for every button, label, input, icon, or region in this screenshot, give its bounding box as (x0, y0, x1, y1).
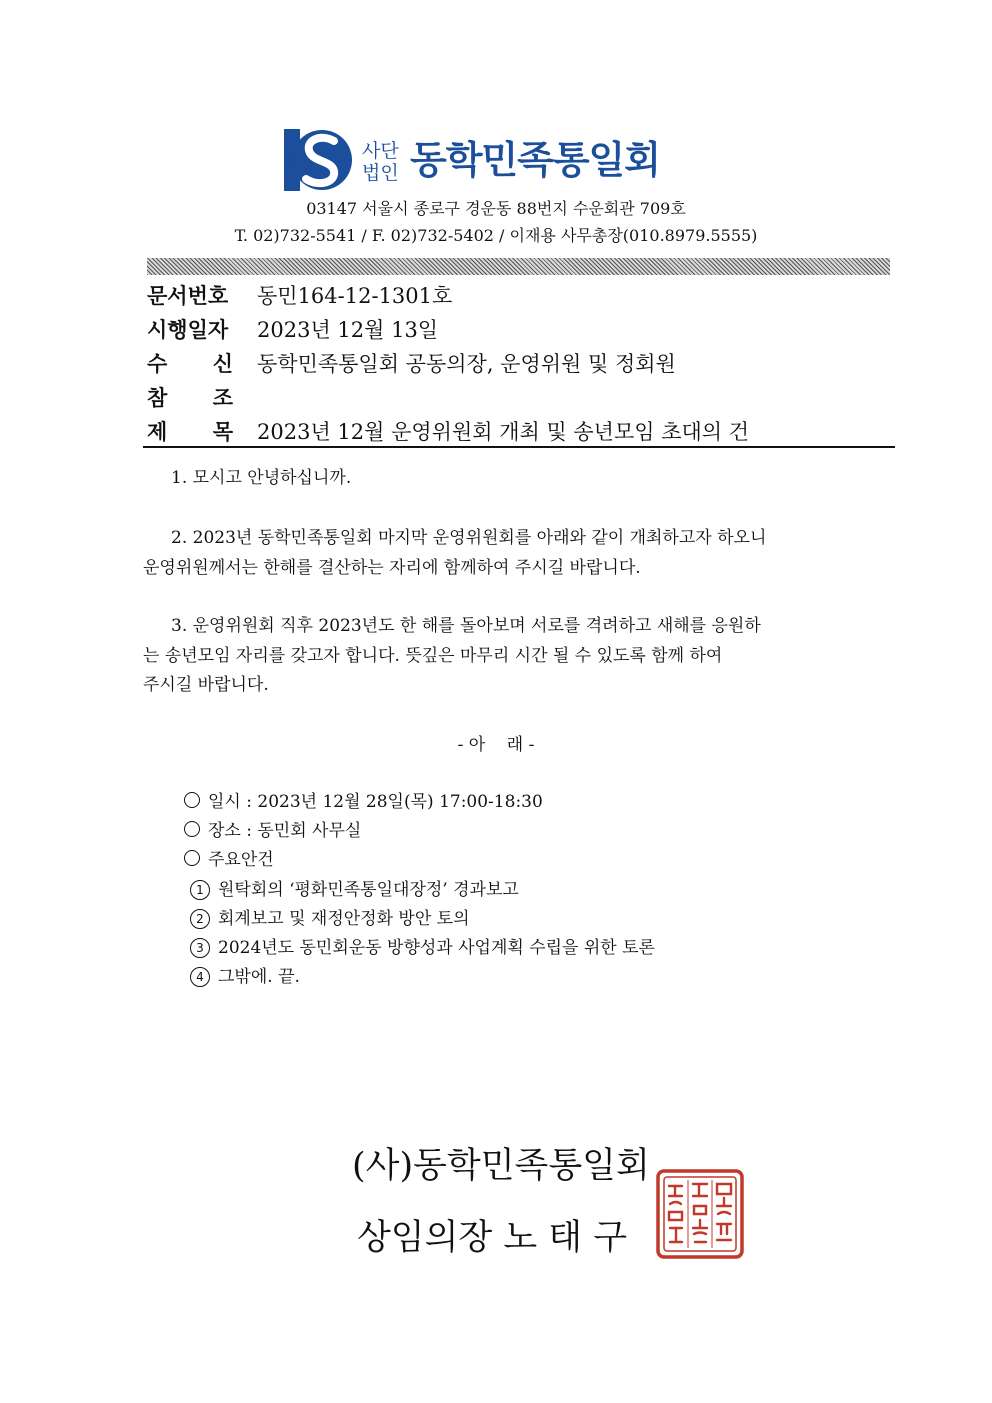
meta-divider (143, 446, 895, 448)
official-seal-icon (655, 1168, 745, 1260)
signature-signer: 상임의장 노 태 구 (357, 1218, 628, 1258)
meta-label-char: 목 (212, 419, 233, 444)
signature-org: (사)동학민족통일회 (352, 1146, 650, 1186)
meta-row-date (147, 314, 895, 346)
meta-label (147, 280, 233, 310)
agenda-text: 회계보고 및 재정안정화 방안 토의 (218, 909, 470, 929)
meta-label-text: 문서번호 (147, 283, 229, 308)
meta-label-text: 시행일자 (147, 317, 229, 342)
detail-item (184, 846, 543, 875)
paragraph-2 (143, 524, 855, 583)
agenda-number: 1 (190, 880, 210, 900)
circle-bullet-icon (184, 821, 200, 837)
agenda-text: 그밖에. 끝. (218, 967, 300, 987)
notice-title: - 아 래 - (457, 735, 535, 755)
paragraph-3 (143, 612, 855, 701)
agenda-text: 2024년도 동민회운동 방향성과 사업계획 수립을 위한 토론 (218, 938, 655, 958)
meta-label-char: 신 (212, 351, 233, 376)
circle-bullet-icon (184, 850, 200, 866)
agenda-item (190, 934, 655, 963)
logo-prefix-line2: 법인 (362, 162, 399, 184)
org-logo-icon (284, 127, 352, 193)
circle-bullet-icon (184, 792, 200, 808)
meta-label (147, 314, 233, 344)
logo-prefix (362, 140, 412, 184)
agenda-number: 2 (190, 909, 210, 929)
meta-row-doc-number (147, 280, 895, 312)
paragraph-1: 1. 모시고 안녕하십니까. (171, 468, 352, 488)
agenda-number: 4 (190, 967, 210, 987)
agenda-item (190, 876, 655, 905)
agenda-list (190, 876, 655, 992)
meta-value: 2023년 12월 13일 (257, 318, 439, 342)
paragraph-2-line1: 2. 2023년 동학민족통일회 마지막 운영위원회를 아래와 같이 개최하고자 하오니 (171, 528, 767, 548)
meta-row-recipient (147, 348, 895, 380)
meta-label (147, 416, 233, 446)
meta-label (147, 348, 233, 378)
meta-label-char: 수 (147, 351, 168, 376)
meta-value: 동민164-12-1301호 (257, 284, 453, 308)
meta-label-char: 조 (212, 385, 233, 410)
meta-row-reference (147, 382, 895, 414)
logo-org-name: 동학민족통일회 (410, 138, 660, 182)
header-divider (147, 258, 890, 275)
meta-label-char: 제 (147, 419, 168, 444)
agenda-item (190, 905, 655, 934)
meta-label-char: 참 (147, 385, 168, 410)
meta-value: 2023년 12월 운영위원회 개최 및 송년모임 초대의 건 (257, 420, 750, 444)
paragraph-3-line2: 는 송년모임 자리를 갖고자 합니다. 뜻깊은 마무리 시간 될 수 있도록 함께 하여 (143, 645, 723, 666)
org-contact: T. 02)732-5541 / F. 02)732-5402 / 이재용 사무총장(010.8979.5555) (234, 226, 758, 245)
paragraph-3-line1: 3. 운영위원회 직후 2023년도 한 해를 돌아보며 서로를 격려하고 새해를 응원하 (171, 616, 761, 636)
meta-row-subject (147, 416, 895, 448)
paragraph-3-line3: 주시길 바랍니다. (143, 675, 269, 695)
detail-text: 일시 : 2023년 12월 28일(목) 17:00-18:30 (208, 792, 543, 812)
details-list (184, 788, 543, 875)
logo-prefix-line1: 사단 (362, 140, 399, 162)
detail-text: 주요안건 (208, 850, 274, 870)
detail-item (184, 788, 543, 817)
paragraph-2-line2: 운영위원께서는 한해를 결산하는 자리에 함께하여 주시길 바랍니다. (143, 557, 641, 578)
detail-text: 장소 : 동민회 사무실 (208, 821, 362, 841)
agenda-text: 원탁회의 ‘평화민족통일대장정’ 경과보고 (218, 880, 519, 900)
agenda-number: 3 (190, 938, 210, 958)
agenda-item (190, 963, 655, 992)
meta-label (147, 382, 233, 412)
detail-item (184, 817, 543, 846)
org-address: 03147 서울시 종로구 경운동 88번지 수운회관 709호 (306, 199, 686, 218)
meta-value: 동학민족통일회 공동의장, 운영위원 및 정회원 (257, 352, 676, 376)
